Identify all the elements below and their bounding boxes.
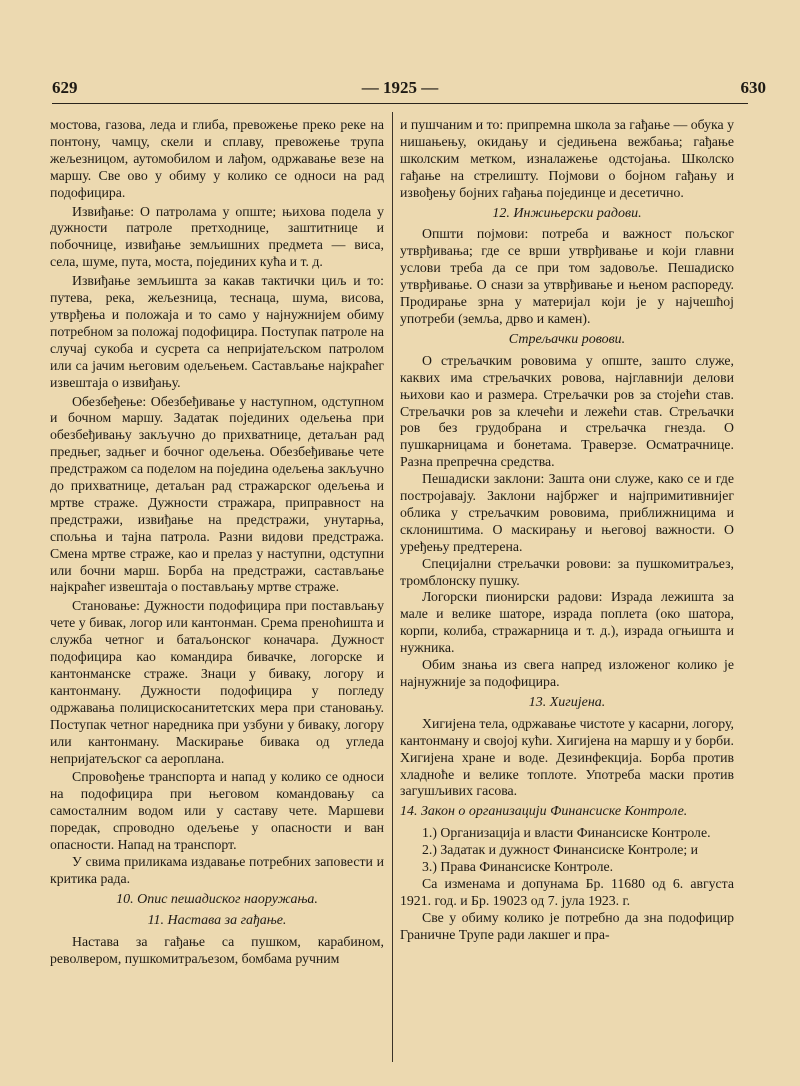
paragraph: Извиђање земљишта за какав тактички циљ и то: путева, река, жељезница, теснаца, шума, висова, утврђења и положаја и то само у најнужнијем обиму потребном за положај подофицира. Поступак патроле на случај сукоба и сусрета са непријатељском патролом или са јачим његовим одељењем. Састављање најкраћег извештаја о извиђању. xyxy=(50,273,384,390)
page-number-right: 630 xyxy=(740,78,766,97)
section-heading: 12. Инжињерски радови. xyxy=(492,205,642,221)
paragraph: У свима приликама издавање потребних заповести и критика рада. xyxy=(50,853,384,886)
paragraph: 3.) Права Финансиске Контроле. xyxy=(422,859,614,875)
paragraph: Хигијена тела, одржавање чистоте у касарни, логору, кантонману и својој кући. Хигијена на маршу и у борби. Хигијена хране и воде. Дезинфекција. Борба против хладноће и великe топлоте. Употреба маски против загушљивих гасова. xyxy=(400,715,734,799)
paragraph: Извиђање: О патролама у опште; њихова подела у дужности патроле претходнице, заштитнице и побочнице, извиђање земљишних предмета — виса, села, шуме, пута, моста, појединих кућа и т. д. xyxy=(50,203,384,270)
section-heading: 13. Хигијена. xyxy=(528,694,606,710)
left-column xyxy=(50,117,384,967)
paragraph: 1.) Организација и власти Финансиске Контроле. xyxy=(422,825,711,841)
right-column xyxy=(400,117,734,944)
running-header xyxy=(52,78,766,102)
paragraph: и пушчаним и то: припремна школа за гађање — обука у нишањењу, окидању и сједињена вежбања; гађање школским метком, изналажење одстојања. Школско гађање на стрелишту. Појмови о бојном гађању и извођењу бојних гађања појединце и десетично. xyxy=(400,117,734,200)
paragraph: Обим знања из свега напред изложеног колико је најнужније за подофицира. xyxy=(400,657,734,689)
paragraph: Са изменама и допунама Бр. 11680 од 6. августа 1921. год. и Бр. 19023 од 7. јула 1923. г. xyxy=(400,875,734,908)
paragraph: Спровођење транспорта и напад у колико се односи на подофицира при његовом командовању са самосталним водом или у саставу чете. Маршеви поредак, спроводно одељење у опасности и ван опасности. Напад на транспорт. xyxy=(50,769,384,853)
header-year: — 1925 — xyxy=(361,78,439,97)
column-divider xyxy=(392,112,393,1062)
paragraph: Општи појмови: потреба и важност пољског утврђивања; где се врши утврђивање и који главни услови треба да се при том задовоље. Пешадиско утврђивање. О снази за утврђивање и њеном распореду. Продирање зрна у материјал који је у најчешћој употреби (земља, дрво и камен). xyxy=(400,226,734,326)
paragraph: Логорски пионирски радови: Израда лежишта за мале и велике шаторе, израда поплета (око шатора, корпи, колиба, стражарница и т. д.), израда огњишта и нужника. xyxy=(400,589,734,656)
page-number-left: 629 xyxy=(52,78,78,97)
paragraph: Становање: Дужности подофицира при постављању чете у бивак, логор или кантонман. Срема преноћишта и служба четног и батаљонског коначара. Дужност подофицира као командира бивачке, логорске и кантонманске страже. Знаци у бивaку, логору и кантонману. Дужности подофицира у погледу одржавања полицискосанитетских мера при становању. Поступак четног наредника при узбуни у бивaку, логору или кантонману. Маскирање бивака од углeда непријатељског са аероплана. xyxy=(50,598,384,766)
paragraph: О стрељачким рововима у опште, зашто служе, каквих има стрељачких ровова, најглавнији делови њихови као и размера. Стрељачки ров за стојећи став. Стрељачки ров за клечећи и лежећи став. Стрељачки ров без грудобрана и стрељачка гнезда. О пушкарницама и бонетама. Траверзе. Осматрачнице. Разна препречна средства. xyxy=(400,352,734,470)
subsection-heading: Стрељачки ровови. xyxy=(508,331,626,347)
paragraph: Пешадиски заклони: Зашта они служе, како се и где постројавају. Заклони најбржег и најпримитивнијег облика у стрељачким рововима, приближницима и склоништима. О маскирању и његовој важности. О уређењу предтерена. xyxy=(400,471,734,554)
paragraph: Специјални стрељачки ровови: за пушкомитраљез, тромблонску пушку. xyxy=(400,555,734,588)
section-heading: 14. Закон о организацији Финансиске Контроле. xyxy=(400,804,688,820)
paragraph: Обезбеђење: Обезбеђивање у наступном, одступном и бочном маршу. Задатак појединих одељења при обезбеђивању закључно до прихватнице, детаљан рад предњег, задњег и бочног одељења. Обезбеђивање чете предстражом са поделом на поједина одељења закључно до прихватнице, детаљан рад стражарског одељења и мртве страже. Дужности стражара, приправност на предстражи, извиђање на предстражи, унутарња, спољња и тајна патрола. Разни видови предстража. Смена мртве страже, као и прелаз у наступни, одступни или бочни марш. Борба на предстражи, састављање најкраћег извештаја о постављању мртве страже. xyxy=(50,393,384,595)
paragraph: Све у обиму колико је потребно да зна подофицир Граничне Трупе ради лакшег и пра- xyxy=(400,909,734,942)
header-rule xyxy=(52,103,748,104)
paragraph: 2.) Задатак и дужност Финансиске Контроле; и xyxy=(422,842,699,858)
paragraph: Настава за гађање са пушком, карабином, револвером, пушкомитраљезом, бомбама ручним xyxy=(50,933,384,966)
section-heading: 10. Опис пешадиског наоружања. xyxy=(116,891,318,907)
section-heading: 11. Настава за гађање. xyxy=(147,912,287,928)
paragraph: мостова, газова, леда и глиба, превожење преко реке на понтону, чамцу, скели и сплаву, превожење трупа жељезницом, аутомобилом и лађом, одржавање везе на маршу. Све ово у обиму у колико се односи на рад подофицира. xyxy=(50,117,384,200)
